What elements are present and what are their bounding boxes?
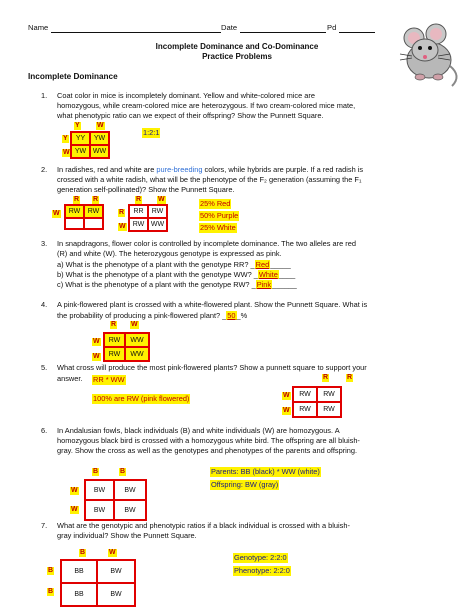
q5-number: 5. <box>41 363 48 372</box>
q5-line1: What cross will produce the most pink-flowered plants? Show a punnett square to support your <box>57 363 367 372</box>
q1-ratio-answer: 1:2:1 <box>143 128 160 137</box>
q6-number: 6. <box>41 426 48 435</box>
q2-result: 25% White <box>200 223 236 232</box>
punnett-cell: RR <box>128 204 149 219</box>
q6-line2: homozygous black bird is crossed with a homozygous white bird. The offspring are all bluish- <box>57 436 360 445</box>
page-subtitle: Practice Problems <box>202 52 272 61</box>
q5-side-letter: W <box>283 407 290 414</box>
q3-line2: (R) and white (W). The heterozygous genotype is expressed as pink. <box>57 249 282 258</box>
q2a-side-letter: W <box>53 210 60 217</box>
punnett-cell: RW <box>292 386 318 403</box>
q4-top-letter: W <box>131 321 138 328</box>
q3-line1: In snapdragons, flower color is controlled by incomplete dominance. The two alleles are red <box>57 239 356 248</box>
q1-line2: homozygous, while cream-colored mice are heterozygous. If two cream-colored mice mate, <box>57 101 356 110</box>
q5-top-letter: R <box>347 374 353 381</box>
punnett-cell: BW <box>113 479 147 501</box>
q6-top-letter: B <box>120 468 126 475</box>
punnett-cell: BB <box>60 582 98 607</box>
pd-label: Pd <box>327 23 337 32</box>
punnett-cell: BB <box>60 559 98 584</box>
q2b-top-letter: W <box>158 196 165 203</box>
q3-number: 3. <box>41 239 48 248</box>
q2-result: 25% Red <box>200 199 231 208</box>
q6-line1: In Andalusian fowls, black individuals (B) and white individuals (W) are homozygous. A <box>57 426 340 435</box>
q4-line1: A pink-flowered plant is crossed with a white-flowered plant. Show the Punnett Square. What is <box>57 300 368 309</box>
q7-side-letter: B <box>48 567 54 574</box>
punnett-cell: BW <box>96 559 136 584</box>
q7-phenotype: Phenotype: 2:2:0 <box>234 566 290 575</box>
q5-result: 100% are RW (pink flowered) <box>93 394 190 403</box>
q3-a: a) What is the phenotype of a plant with the genotype RR? _Red_____ <box>57 260 291 269</box>
punnett-cell: BW <box>84 499 115 521</box>
q7-side-letter: B <box>48 588 54 595</box>
punnett-cell: BW <box>96 582 136 607</box>
date-line <box>240 32 326 33</box>
q5-top-letter: R <box>323 374 329 381</box>
q2-line1: In radishes, red and white are pure-breeding colors, while hybrids are purple. If a red radish is <box>57 165 364 174</box>
q2a-top-letter: R <box>93 196 99 203</box>
punnett-cell: RW <box>292 401 318 418</box>
punnett-cell: WW <box>124 346 150 362</box>
punnett-cell: WW <box>124 332 150 348</box>
q5-line2: answer. <box>57 374 83 383</box>
punnett-cell: RW <box>64 204 85 219</box>
q3-b: b) What is the phenotype of a plant with the genotype WW? _White____ <box>57 270 296 279</box>
q7-genotype: Genotype: 2:2:0 <box>234 553 287 562</box>
q2b-top-letter: R <box>136 196 142 203</box>
q4-number: 4. <box>41 300 48 309</box>
punnett-cell: RW <box>103 346 126 362</box>
punnett-cell: YY <box>70 131 91 146</box>
q1-line3: what phenotypic ratio can we expect of their offspring? Show the Punnett Square. <box>57 111 324 120</box>
q2b-side-letter: R <box>119 209 125 216</box>
q1-top-letter: Y <box>75 122 80 129</box>
pd-line <box>339 32 375 33</box>
punnett-cell: RW <box>103 332 126 348</box>
punnett-cell <box>64 217 85 230</box>
q1-side-letter: Y <box>63 135 68 142</box>
punnett-cell: WW <box>147 217 168 232</box>
q5-cross: RR * WW <box>93 375 125 384</box>
name-line <box>51 32 221 33</box>
q7-top-letter: W <box>109 549 116 556</box>
q4-top-letter: R <box>111 321 117 328</box>
q6-offspring: Offspring: BW (gray) <box>211 480 279 489</box>
punnett-cell: BW <box>84 479 115 501</box>
q4-line2: the probability of producing a pink-flowered plant? _50_% <box>57 311 248 320</box>
q1-top-letter: W <box>97 122 104 129</box>
q1-number: 1. <box>41 91 48 100</box>
q2-result: 50% Purple <box>200 211 239 220</box>
punnett-cell: RW <box>316 401 342 418</box>
punnett-cell: BW <box>113 499 147 521</box>
punnett-cell: RW <box>83 204 104 219</box>
q6-line3: gray. Show the cross as well as the genotypes and phenotypes of the parents and offspring. <box>57 446 358 455</box>
q2b-side-letter: W <box>119 223 126 230</box>
punnett-cell: RW <box>128 217 149 232</box>
section-heading: Incomplete Dominance <box>28 72 118 81</box>
punnett-cell: YW <box>70 144 91 159</box>
q7-number: 7. <box>41 521 48 530</box>
q2-number: 2. <box>41 165 48 174</box>
punnett-cell: YW <box>89 131 110 146</box>
q3-c: c) What is the phenotype of a plant with the genotype RW? _Pink______ <box>57 280 297 289</box>
q2-line2: crossed with a white radish, what will be the phenotype of the F₂ generation (assuming the F₁ <box>57 175 362 184</box>
punnett-cell: RW <box>147 204 168 219</box>
q6-side-letter: W <box>71 487 78 494</box>
page-title: Incomplete Dominance and Co-Dominance <box>155 42 319 51</box>
q1-side-letter: W <box>63 149 70 156</box>
q4-side-letter: W <box>93 338 100 345</box>
name-label: Name <box>28 23 49 32</box>
punnett-cell <box>83 217 104 230</box>
q2a-top-letter: R <box>74 196 80 203</box>
q7-line2: gray individual? Show the Punnett Square. <box>57 531 197 540</box>
q7-line1: What are the genotypic and phenotypic ratios if a black individual is crossed with a bluish- <box>57 521 350 530</box>
q6-side-letter: W <box>71 506 78 513</box>
punnett-cell: WW <box>89 144 110 159</box>
date-label: Date <box>221 23 238 32</box>
q6-parents: Parents: BB (black) * WW (white) <box>211 467 320 476</box>
q1-line1: Coat color in mice is incompletely dominant. Yellow and white-colored mice are <box>57 91 315 100</box>
q2-line3: generation self-pollinated)? Show the Punnett Square. <box>57 185 235 194</box>
q6-top-letter: B <box>93 468 99 475</box>
q7-top-letter: B <box>80 549 86 556</box>
q5-side-letter: W <box>283 392 290 399</box>
punnett-cell: RW <box>316 386 342 403</box>
q4-side-letter: W <box>93 353 100 360</box>
